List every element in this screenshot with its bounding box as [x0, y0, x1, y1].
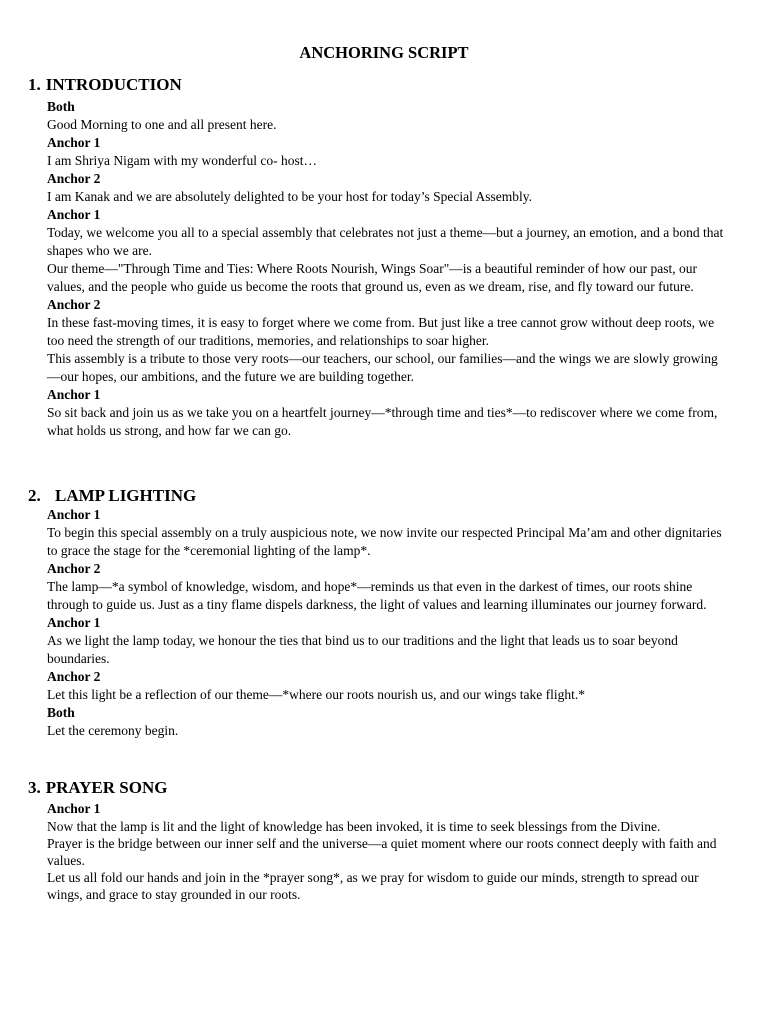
speaker-label: Anchor 2 — [47, 297, 101, 312]
section-heading — [0, 76, 768, 94]
speaker-label: Anchor 2 — [47, 561, 101, 576]
speech-paragraph: Let us all fold our hands and join in the *prayer song*, as we pray for wisdom to guide our minds, strength to spread our wings, and grace to stay grounded in our roots. — [47, 870, 699, 902]
speech-paragraph: To begin this special assembly on a truly auspicious note, we now invite our respected Principal Ma’am and other dignitaries to grace the stage for the *ceremonial lighting of the lamp*. — [47, 525, 722, 558]
section-heading — [0, 779, 768, 797]
section-number: 2. — [28, 486, 41, 505]
speech-paragraph: Today, we welcome you all to a special assembly that celebrates not just a theme—but a journey, an emotion, and a bond that shapes who we are. — [47, 225, 724, 258]
speaker-label: Anchor 1 — [47, 615, 101, 630]
section-number: 3. — [28, 778, 41, 797]
speech-paragraph: Prayer is the bridge between our inner self and the universe—a quiet moment where our roots connect deeply with faith and values. — [47, 836, 717, 868]
speech-paragraph: In these fast-moving times, it is easy to forget where we come from. But just like a tree cannot grow without deep roots, we too need the strength of our traditions, memories, and relationships to soar higher. — [47, 315, 715, 348]
speaker-label: Anchor 1 — [47, 801, 101, 816]
speech-paragraph: This assembly is a tribute to those very roots—our teachers, our school, our families—and the wings we are slowly growing—our hopes, our ambitions, and the future we are building together. — [47, 351, 718, 384]
section-heading — [0, 487, 768, 505]
speech-paragraph: I am Kanak and we are absolutely delighted to be your host for today’s Special Assembly. — [47, 189, 533, 204]
speaker-label: Anchor 1 — [47, 207, 101, 222]
section-lamp-lighting — [0, 487, 768, 740]
section-introduction — [0, 76, 768, 440]
section-prayer-song — [0, 779, 768, 903]
speech-paragraph: Good Morning to one and all present here. — [47, 117, 277, 132]
speaker-label: Anchor 1 — [47, 507, 101, 522]
speaker-label: Anchor 1 — [47, 387, 101, 402]
speaker-label: Both — [47, 99, 75, 114]
speech-paragraph: I am Shriya Nigam with my wonderful co- host… — [47, 153, 317, 168]
section-body — [0, 506, 768, 740]
speech-paragraph: As we light the lamp today, we honour the ties that bind us to our traditions and the light that leads us to soar beyond boundaries. — [47, 633, 678, 666]
section-body — [0, 800, 768, 903]
section-title: PRAYER SONG — [45, 778, 168, 797]
document-title: ANCHORING SCRIPT — [299, 43, 469, 62]
speaker-label: Anchor 1 — [47, 135, 101, 150]
speaker-label: Both — [47, 705, 75, 720]
speech-paragraph: So sit back and join us as we take you on a heartfelt journey—*through time and ties*—to rediscover where we come from, what holds us strong, and how far we can go. — [47, 405, 718, 438]
speech-paragraph: The lamp—*a symbol of knowledge, wisdom, and hope*—reminds us that even in the darkest of times, our roots shine through to guide us. Just as a tiny flame dispels darkness, the light of values and learning illuminates our journey forward. — [47, 579, 707, 612]
section-title: LAMP LIGHTING — [55, 486, 197, 505]
section-title: INTRODUCTION — [45, 75, 182, 94]
section-body — [0, 98, 768, 440]
section-number: 1. — [28, 75, 41, 94]
speech-paragraph: Let the ceremony begin. — [47, 723, 179, 738]
speech-paragraph: Our theme—"Through Time and Ties: Where Roots Nourish, Wings Soar"—is a beautiful reminder of how our past, our values, and the people who guide us become the roots that ground us, even as we dream, rise, and fly toward our future. — [47, 261, 698, 294]
speech-paragraph: Now that the lamp is lit and the light of knowledge has been invoked, it is time to seek blessings from the Divine. — [47, 819, 661, 834]
speaker-label: Anchor 2 — [47, 171, 101, 186]
speaker-label: Anchor 2 — [47, 669, 101, 684]
speech-paragraph: Let this light be a reflection of our theme—*where our roots nourish us, and our wings take flight.* — [47, 687, 586, 702]
